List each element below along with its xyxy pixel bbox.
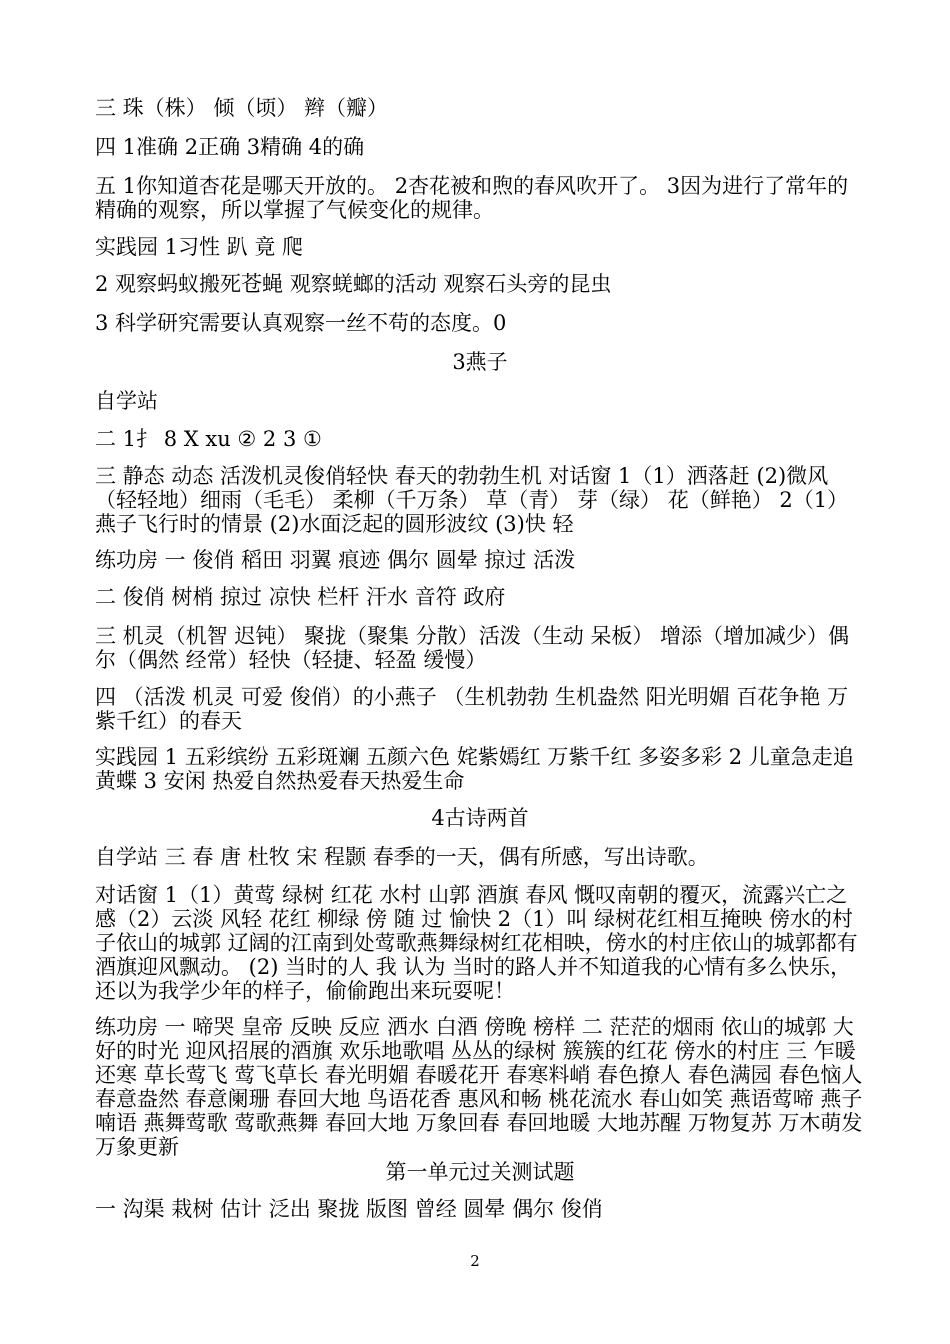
answer-line: 练功房 一 俊俏 稻田 羽翼 痕迹 偶尔 圆晕 掠过 活泼	[95, 548, 576, 572]
answer-line: 练功房 一 啼哭 皇帝 反映 反应 洒水 白酒 傍晚 榜样 二 茫茫的烟雨 依山的城郭 大好的时光 迎风招展的酒旗 欢乐地歌唱 丛丛的绿树 簇簇的红花 傍水的村庄 三 乍暖还寒 草长莺飞 莺飞草长 春光明媚 春暖花开 春寒料峭 春色撩人 春色满园 春色恼人 春意盎然 春意阑珊 春回大地 鸟语花香 惠风和畅 桃花流水 春山如笑 燕语莺啼 燕子喃语 燕舞莺歌 莺歌燕舞 春回大地 万象回春 春回地暖 大地苏醒 万物复苏 万木萌发 万象更新	[95, 1015, 863, 1159]
answer-line: 四 1准确 2正确 3精确 4的确	[95, 135, 365, 159]
section-heading: 4古诗两首	[431, 806, 529, 830]
page-number: 2	[470, 1252, 480, 1270]
answer-line: 四 （活泼 机灵 可爱 俊俏）的小燕子 （生机勃勃 生机盎然 阳光明媚 百花争艳 万紫千红）的春天	[95, 685, 849, 733]
answer-line: 三 机灵（机智 迟钝） 聚拢（聚集 分散）活泼（生动 呆板） 增添（增加减少）偶尔（偶然 经常）轻快（轻捷、轻盈 缓慢）	[95, 624, 850, 672]
answer-line: 3 科学研究需要认真观察一丝不苟的态度。0	[95, 311, 507, 335]
answer-line: 三 静态 动态 活泼机灵俊俏轻快 春天的勃勃生机 对话窗 1（1）洒落赶 (2)微风（轻轻地）细雨（毛毛） 柔柳（千万条） 草（青） 芽（绿） 花（鲜艳） 2（1）燕子飞行时的情景 (2)水面泛起的圆形波纹 (3)快 轻	[95, 464, 849, 536]
answer-line: 二 俊俏 树梢 掠过 凉快 栏杆 汗水 音符 政府	[95, 585, 506, 609]
section-heading: 3燕子	[452, 350, 508, 374]
answer-line: 实践园 1 五彩缤纷 五彩斑斓 五颜六色 姹紫嫣红 万紫千红 多姿多彩 2 儿童急走追黄蝶 3 安闲 热爱自然热爱春天热爱生命	[95, 745, 854, 793]
answer-line: 对话窗 1（1）黄莺 绿树 红花 水村 山郭 酒旗 春风 慨叹南朝的覆灭，流露兴亡之感（2）云淡 风轻 花红 柳绿 傍 随 过 愉快 2（1）叫 绿树花红相互掩映 傍水的村子依山的城郭 辽阔的江南到处莺歌燕舞绿树红花相映，傍水的村庄依山的城郭都有酒旗迎风飘动。 (2) 当时的人 我 认为 当时的路人并不知道我的心情有多么快乐，还以为我学少年的样子，偷偷跑出来玩耍呢！	[95, 883, 858, 1003]
answer-line: 2 观察蚂蚁搬死苍蝇 观察蜣螂的活动 观察石头旁的昆虫	[95, 272, 612, 296]
answer-line: 自学站	[95, 389, 158, 413]
answer-line: 一 沟渠 栽树 估计 泛出 聚拢 版图 曾经 圆晕 偶尔 俊俏	[95, 1197, 603, 1221]
answer-line: 五 1你知道杏花是哪天开放的。 2杏花被和煦的春风吹开了。 3因为进行了常年的精确的观察，所以掌握了气候变化的规律。	[95, 174, 849, 222]
answer-line: 二 1扌 8 X xu ② 2 3 ①	[95, 427, 322, 451]
answer-line: 实践园 1习性 趴 竟 爬	[95, 235, 304, 259]
section-heading: 第一单元过关测试题	[385, 1160, 575, 1184]
answer-line: 三 珠（株） 倾（顷） 辫（瓣）	[95, 96, 389, 120]
answer-line: 自学站 三 春 唐 杜牧 宋 程颢 春季的一天，偶有所感，写出诗歌。	[95, 845, 709, 869]
